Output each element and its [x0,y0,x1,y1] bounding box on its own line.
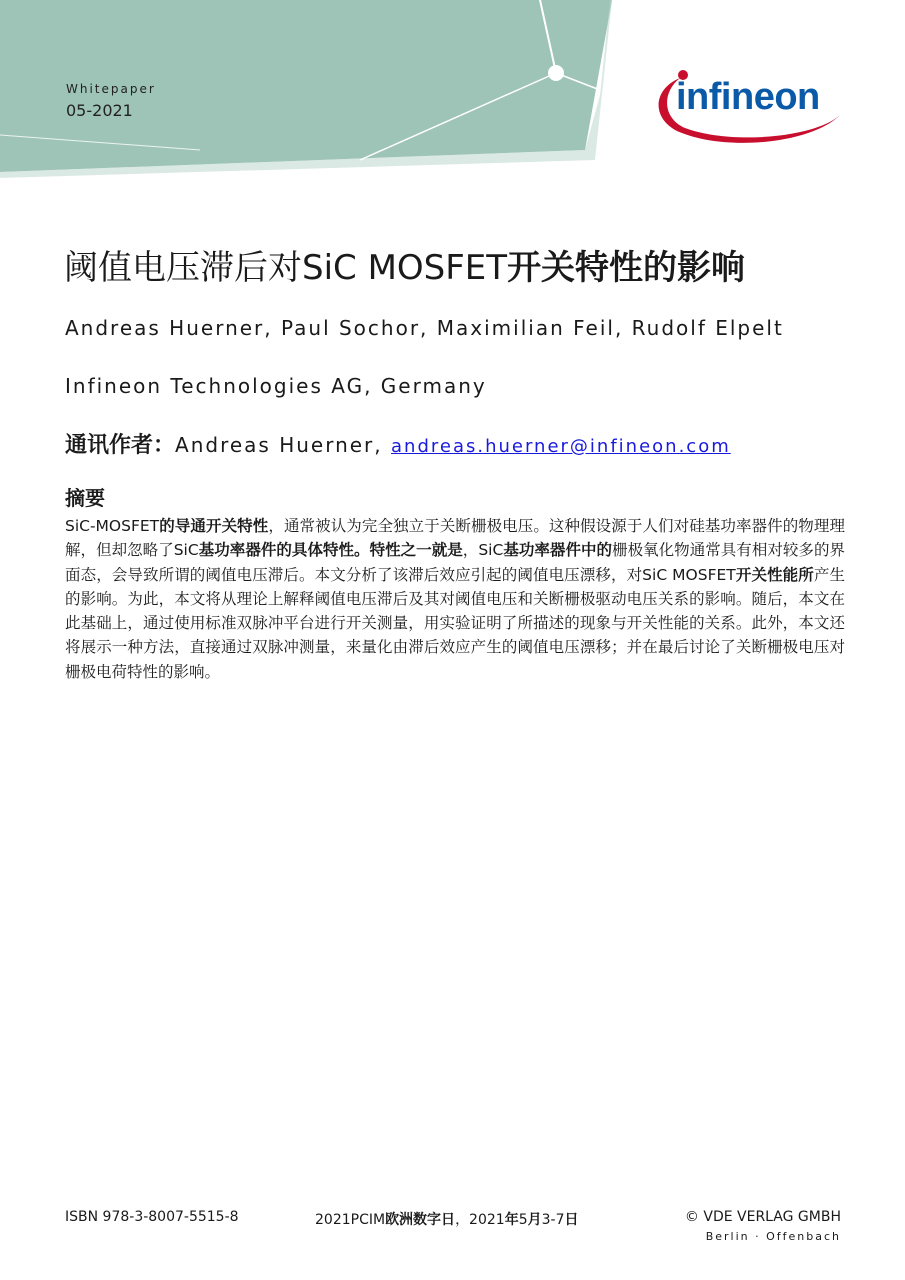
network-node [548,65,564,81]
abstract-body [65,514,845,684]
correspondence [65,428,731,459]
page-title [64,240,745,289]
abstract-text: SiC-MOSFET [65,517,160,535]
abstract-text: 栅极氧化物通常具有相对较多的界面态，会导致所谓的阈值电压滞后。本文分析了该滞后效应引起的阈值电压漂移，对SiC MOSFET [65,541,845,584]
correspondence-label: 通讯作者： [65,433,176,458]
conf-text-bold: 欧洲数字日 [385,1212,456,1228]
conf-text-bold: 年 [504,1212,519,1228]
conf-text: 5 [518,1212,528,1228]
title-regular: 阈值电压滞后对SiC MOSFET [64,248,508,288]
abstract-text-bold: 基功率器件的具体特性。特性之一就是 [198,541,463,560]
abstract-text-bold: 基功率器件中的 [503,541,613,560]
document-date: 05-2021 [66,101,133,120]
affiliation: Infineon Technologies AG, Germany [65,374,487,398]
title-bold: 开关特性的影响 [507,248,746,288]
abstract-text: 产生的影响。为此，本文将从理论上解释阈值电压滞后及其对阈值电压和关断栅极驱动电压关系的影响。随后，本文在此基础上，通过使用标准双脉冲平台进行开关测量，用实验证明了所描述的现象与开关性能的关系。此外，本文还将展示一种方法，直接通过双脉冲测量，来量化由滞后效应产生的阈值电压漂移；并在最后讨论了关断栅极电压对栅极电荷特性的影响。 [65,565,845,681]
footer-city: Berlin · Offenbach [705,1230,841,1243]
abstract-heading: 摘要 [65,486,105,510]
conf-text: 3-7 [541,1212,565,1228]
document-type: Whitepaper [66,82,156,96]
logo-wordmark: infineon [676,76,820,118]
abstract-text: ，通常被认为完全独立于关断栅极电压。这种假设源于人们对硅基功率器件的物理理解，但却忽略了SiC [65,517,845,560]
footer-isbn: ISBN 978-3-8007-5515-8 [65,1209,239,1225]
conf-text: ，2021 [455,1212,505,1228]
footer-conference [315,1209,579,1229]
conf-text: 2021PCIM [315,1212,386,1228]
email-link[interactable]: andreas.huerner@infineon.com [391,436,731,457]
authors: Andreas Huerner, Paul Sochor, Maximilian Feil, Rudolf Elpelt [65,316,784,340]
correspondence-name: Andreas Huerner, [175,433,391,457]
conf-text-bold: 日 [564,1212,579,1228]
abstract-text-bold: 的导通开关特性 [159,517,269,535]
footer-publisher: © VDE VERLAG GMBH [684,1209,841,1225]
abstract-text: ，SiC [462,541,504,560]
abstract-text-bold: 开关性能所 [735,565,814,584]
conf-text-bold: 月 [527,1212,542,1228]
